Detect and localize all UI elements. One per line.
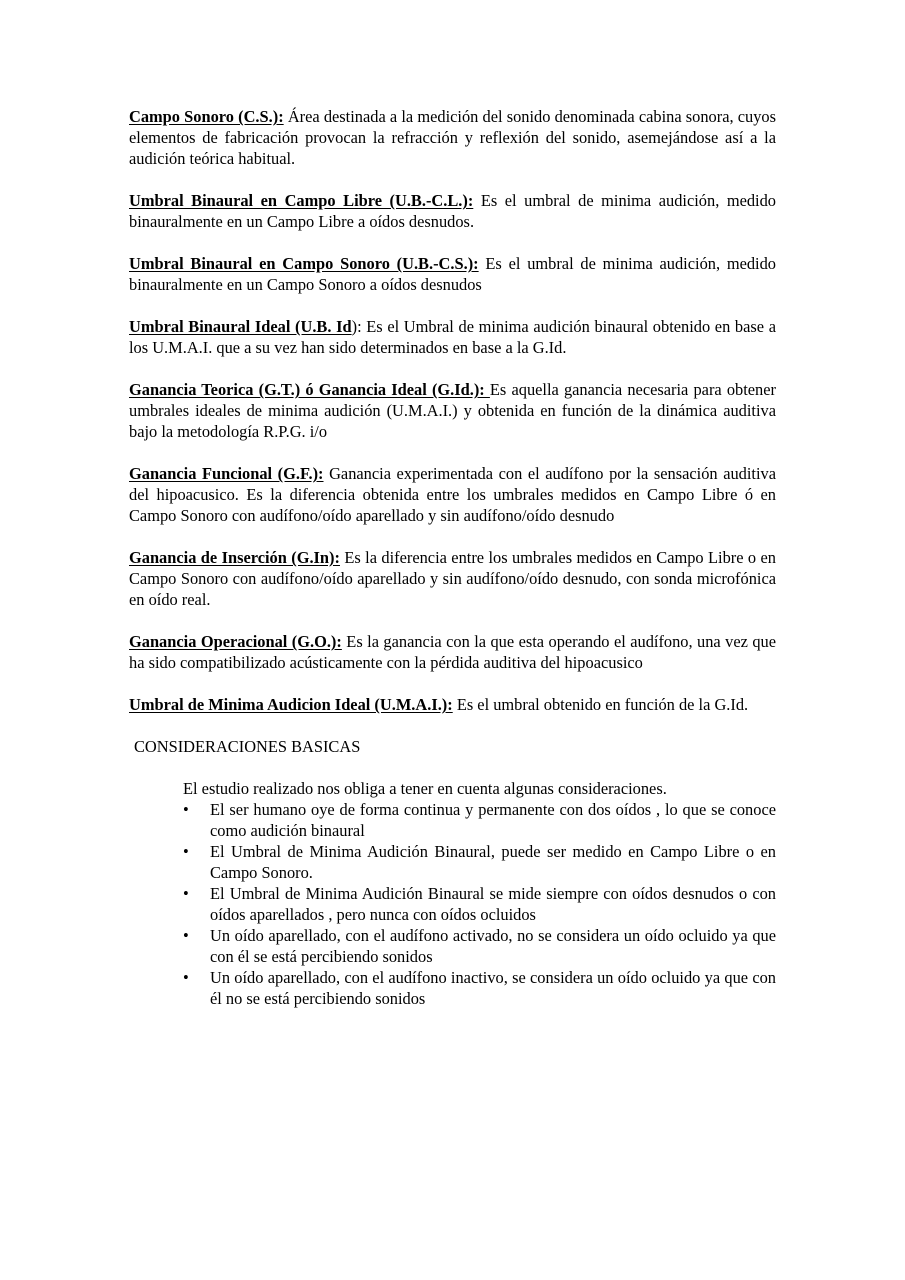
definition-text: Es el umbral de minima audición, medido binauralmente en un Campo Libre a oídos desnudos. (129, 191, 776, 231)
definition-term: Ganancia Teorica (G.T.) ó Ganancia Ideal (G.Id.): (129, 380, 490, 399)
definition-umbral-binaural-ideal (129, 316, 776, 358)
definition-ganancia-teorica (129, 379, 776, 442)
list-item (183, 883, 776, 925)
list-item-text: Un oído aparellado, con el audífono activado, no se considera un oído ocluido ya que con él se está percibiendo sonidos (210, 926, 776, 966)
definition-text: Es el umbral de minima audición, medido binauralmente en un Campo Sonoro a oídos desnudos (129, 254, 777, 294)
definition-term: Ganancia Operacional (G.O.): (129, 632, 342, 651)
definition-term: Ganancia Funcional (G.F.): (129, 464, 324, 483)
bullet-icon: • (183, 842, 189, 861)
definition-term: Umbral Binaural Ideal (U.B. Id (129, 317, 352, 336)
bullet-icon: • (183, 968, 189, 987)
considerations-list (183, 799, 776, 1009)
definition-ganancia-funcional (129, 463, 776, 526)
section-intro: El estudio realizado nos obliga a tener en cuenta algunas consideraciones. (183, 779, 667, 798)
definition-term: Umbral Binaural en Campo Libre (U.B.-C.L.): (129, 191, 474, 210)
definition-text: Es el umbral obtenido en función de la G.Id. (452, 695, 749, 714)
definition-umbral-binaural-campo-sonoro (129, 253, 776, 295)
definition-umai (129, 694, 776, 715)
definition-text: ): Es el Umbral de minima audición binaural obtenido en base a los U.M.A.I. que a su vez han sido determinados en base a la G.Id. (129, 317, 776, 357)
definition-text: Es la ganancia con la que esta operando el audífono, una vez que ha sido compatibilizado acústicamente con la pérdida auditiva del hipoacusico (129, 632, 776, 672)
list-item (183, 841, 776, 883)
definition-ganancia-insercion (129, 547, 776, 610)
section-heading: CONSIDERACIONES BASICAS (134, 737, 361, 756)
definition-ganancia-operacional (129, 631, 776, 673)
list-item-text: El Umbral de Minima Audición Binaural, puede ser medido en Campo Libre o en Campo Sonoro. (210, 842, 776, 882)
definition-campo-sonoro (129, 106, 776, 169)
definition-term: Campo Sonoro (C.S.): (129, 107, 284, 126)
definition-term: Umbral Binaural en Campo Sonoro (U.B.-C.S.): (129, 254, 479, 273)
bullet-icon: • (183, 884, 189, 903)
definition-text: Área destinada a la medición del sonido denominada cabina sonora, cuyos elementos de fabricación provocan la refracción y reflexión del sonido, asemejándose así a la audición teórica habitual. (129, 107, 776, 168)
list-item (183, 925, 776, 967)
definition-text: Es aquella ganancia necesaria para obtener umbrales ideales de minima audición (U.M.A.I.) y obtenida en función de la dinámica auditiva bajo la metodología R.P.G. i/o (129, 380, 776, 441)
definition-text: Ganancia experimentada con el audífono por la sensación auditiva del hipoacusico. Es la diferencia obtenida entre los umbrales medidos en Campo Libre ó en Campo Sonoro con audífono/oído aparellado y sin audífono/oído desnudo (129, 464, 776, 525)
list-item-text: Un oído aparellado, con el audífono inactivo, se considera un oído ocluido ya que con él no se está percibiendo sonidos (210, 968, 776, 1008)
list-item (183, 967, 776, 1009)
definition-term: Ganancia de Inserción (G.In): (129, 548, 340, 567)
list-item-text: El ser humano oye de forma continua y permanente con dos oídos , lo que se conoce como audición binaural (210, 800, 776, 840)
definition-term: Umbral de Minima Audicion Ideal (U.M.A.I.): (129, 695, 453, 714)
bullet-icon: • (183, 926, 189, 945)
definition-text: Es la diferencia entre los umbrales medidos en Campo Libre o en Campo Sonoro con audífono/oído aparellado y sin audífono/oído desnudo, con sonda microfónica en oído real. (129, 548, 776, 609)
bullet-icon: • (183, 800, 189, 819)
list-item (183, 799, 776, 841)
list-item-text: El Umbral de Minima Audición Binaural se mide siempre con oídos desnudos o con oídos aparellados , pero nunca con oídos ocluidos (210, 884, 776, 924)
document-body (129, 106, 776, 1009)
definition-umbral-binaural-campo-libre (129, 190, 776, 232)
